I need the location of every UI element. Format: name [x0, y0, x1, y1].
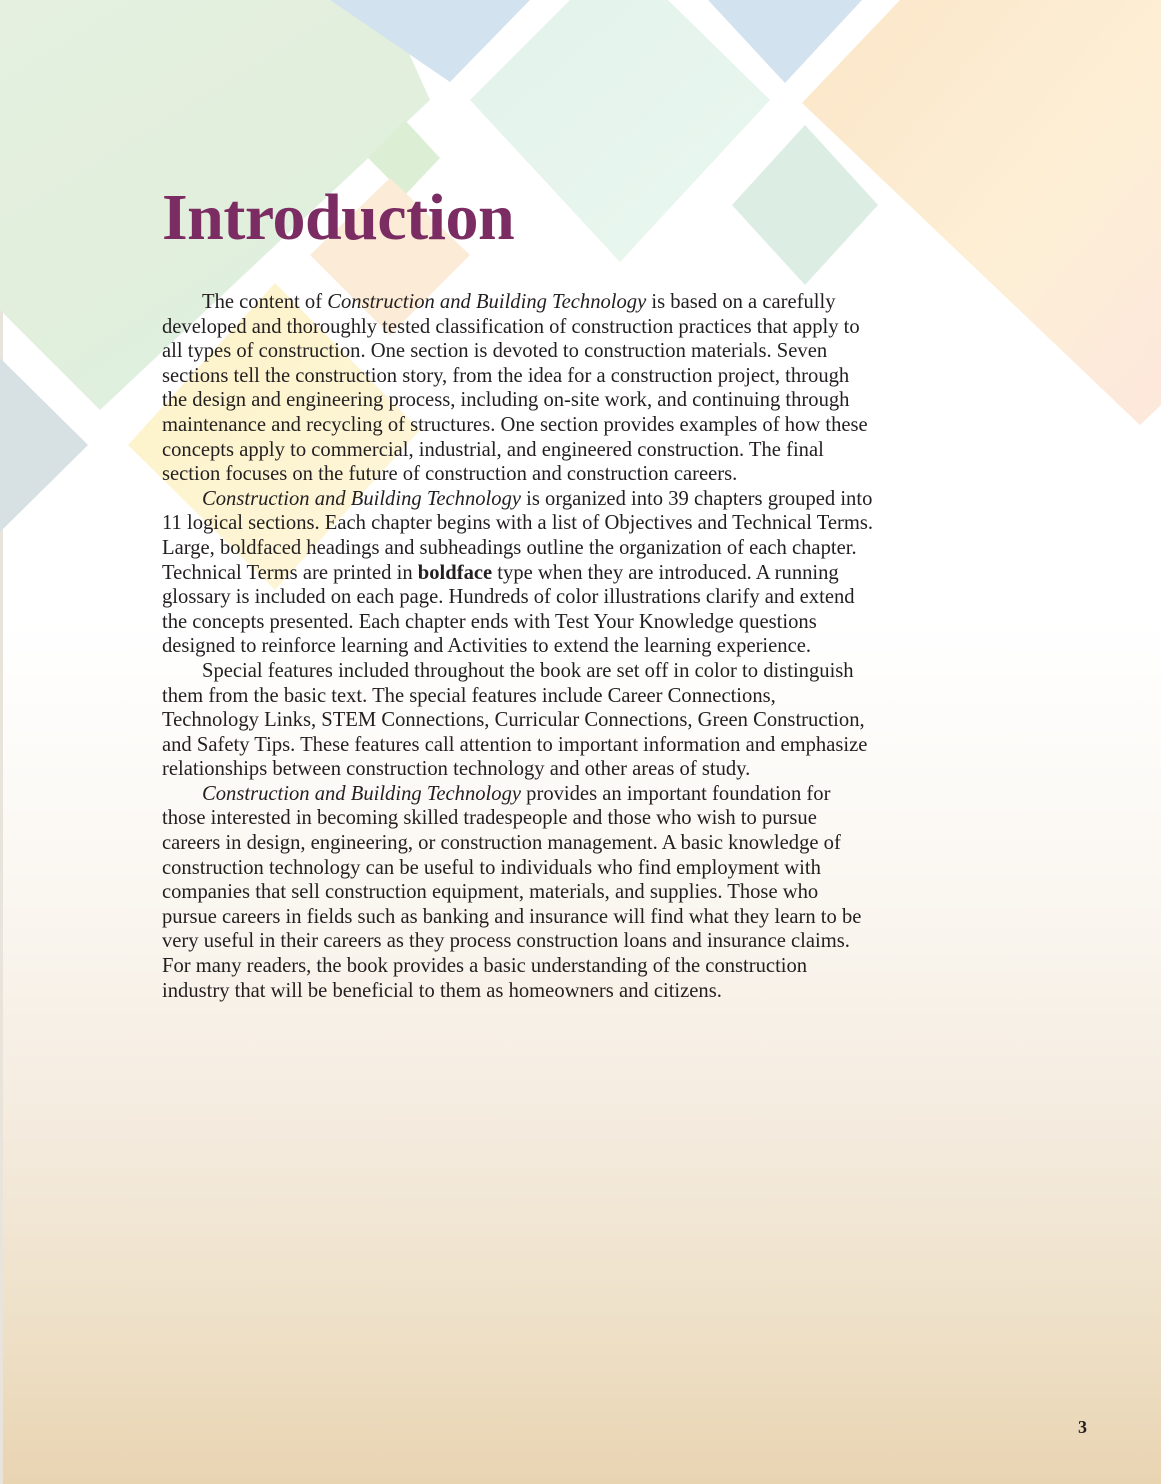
text-run: type when they are introduced. A running glossary is included on each page. Hundreds of color illustrations clarify and extend the concepts presented. Each chapter ends with Test Your Knowledge questions designed to reinforce learning and Activities to extend the learning experience.	[162, 561, 855, 658]
text-run: is based on a carefully developed and thoroughly tested classification of construction practices that apply to all types of construction. One section is devoted to construction materials. Seven sections tell the construction story, from the idea for a construction project, through the design and engineering process, including on-site work, and continuing through maintenance and recycling of structures. One section provides examples of how these concepts apply to commercial, industrial, and engineered construction. The final section focuses on the future of construction and construction careers.	[162, 291, 868, 486]
body-text	[162, 290, 874, 1003]
page-title: Introduction	[162, 181, 515, 254]
text-run: is organized into 39 chapters grouped into 11 logical sections. Each chapter begins with a list of Objectives and Technical Terms. Large, boldfaced headings and subheadings outline the organization of each chapter. Technical Terms are printed in	[162, 487, 874, 584]
text-run: Special features included throughout the book are set off in color to distinguish them from the basic text. The special features include Career Connections, Technology Links, STEM Connections, Curricular Connections, Green Construction, and Safety Tips. These features call attention to important information and emphasize relationships between construction technology and other areas of study.	[162, 659, 868, 781]
paragraph-4	[162, 782, 874, 1003]
paragraph-1	[162, 290, 874, 487]
text-run: The content of	[202, 291, 328, 313]
boldface-term: boldface	[417, 561, 493, 584]
book-title-italic: Construction and Building Technology	[202, 782, 522, 805]
book-title-italic: Construction and Building Technology	[202, 487, 522, 510]
text-run: provides an important foundation for those interested in becoming skilled tradespeople and those who wish to pursue careers in design, engineering, or construction management. A basic knowledge of construction technology can be useful to individuals who find employment with companies that sell construction equipment, materials, and supplies. Those who pursue careers in fields such as banking and insurance will find what they learn to be very useful in their careers as they process construction loans and insurance claims. For many readers, the book provides a basic understanding of the construction industry that will be beneficial to them as homeowners and citizens.	[162, 782, 862, 1002]
page-number: 3	[1078, 1417, 1087, 1437]
paragraph-2	[162, 487, 874, 659]
mint-diamond	[470, 0, 770, 262]
book-title-italic: Construction and Building Technology	[327, 291, 647, 313]
paragraph-3	[162, 659, 874, 782]
